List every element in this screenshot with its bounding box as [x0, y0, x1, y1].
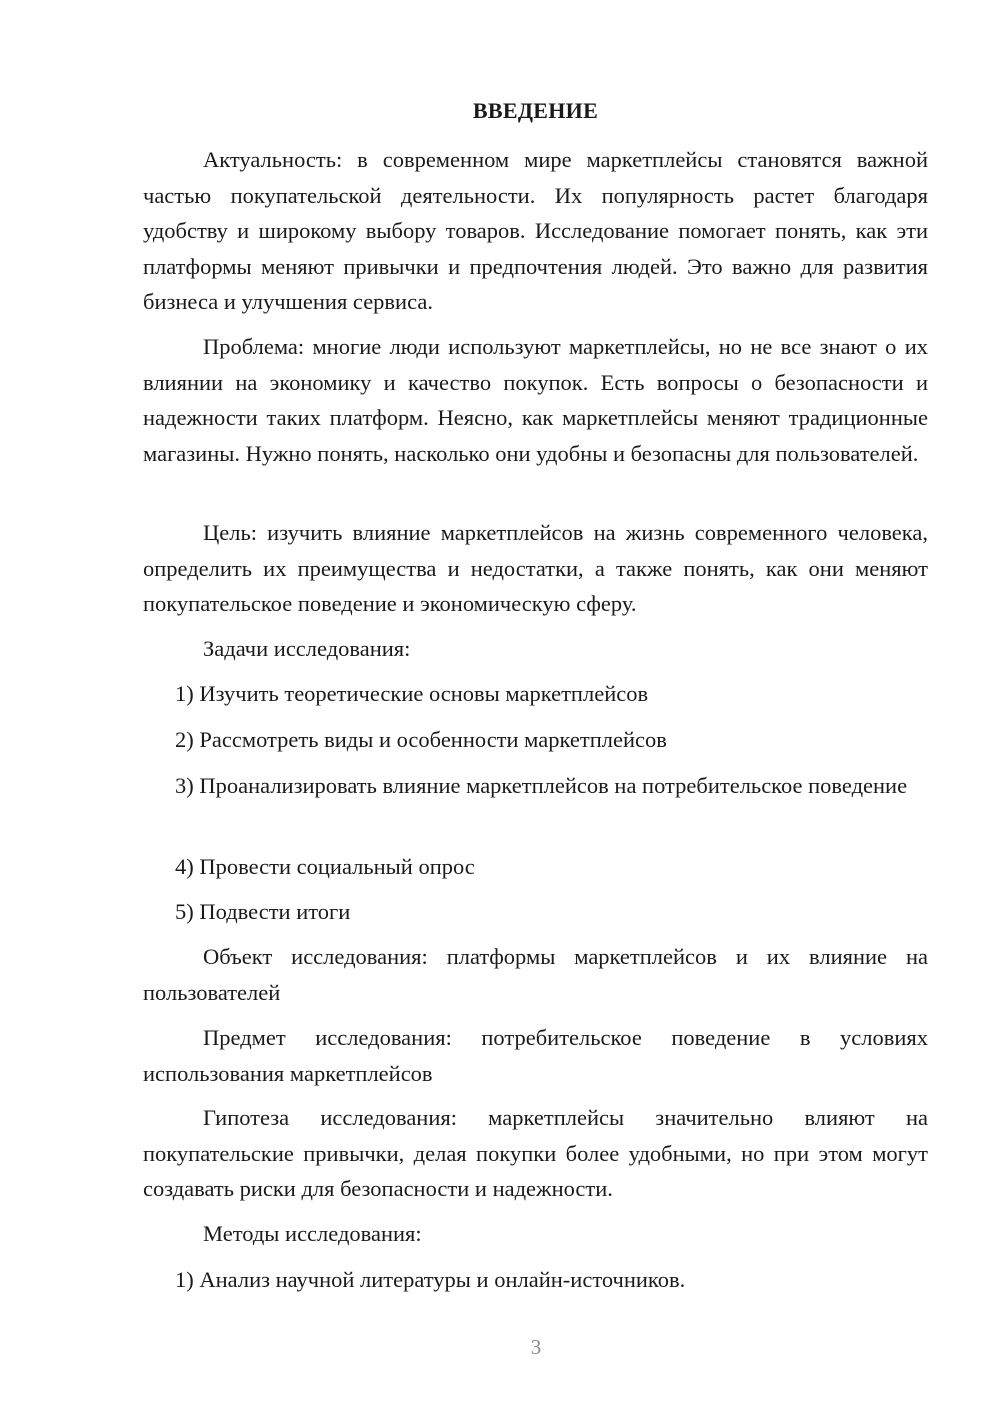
paragraph-relevance: Актуальность: в современном мире маркетплейсы становятся важной частью покупательской деятельности. Их популярность растет благодаря удобству и широкому выбору товаров. Исследование помогает понять, как эти платформы меняют привычки и предпочтения людей. Это важно для развития бизнеса и улучшения сервиса. — [143, 147, 928, 314]
list-item-task-2: 2) Рассмотреть виды и особенности маркетплейсов — [175, 727, 667, 752]
list-item-task-3: 3) Проанализировать влияние маркетплейсов на потребительское поведение — [175, 773, 908, 798]
list-item-task-4: 4) Провести социальный опрос — [175, 854, 475, 879]
paragraph-methods-heading: Методы исследования: — [203, 1221, 422, 1246]
paragraph-object: Объект исследования: платформы маркетплейсов и их влияние на пользователей — [143, 944, 928, 1005]
paragraph-hypothesis: Гипотеза исследования: маркетплейсы значительно влияют на покупательские привычки, делая покупки более удобными, но при этом могут создавать риски для безопасности и надежности. — [143, 1105, 928, 1201]
paragraph-problem: Проблема: многие люди используют маркетплейсы, но не все знают о их влиянии на экономику и качество покупок. Есть вопросы о безопасности и надежности таких платформ. Неясно, как маркетплейсы меняют традиционные магазины. Нужно понять, насколько они удобны и безопасны для пользователей. — [143, 334, 928, 466]
list-item-task-5: 5) Подвести итоги — [175, 899, 351, 924]
paragraph-tasks-heading: Задачи исследования: — [203, 636, 411, 661]
page-title: ВВЕДЕНИЕ — [472, 98, 599, 123]
page-number: 3 — [530, 1335, 542, 1359]
paragraph-subject: Предмет исследования: потребительское поведение в условиях использования маркетплейсов — [143, 1025, 928, 1086]
list-item-method-1: 1) Анализ научной литературы и онлайн-источников. — [175, 1267, 686, 1292]
paragraph-goal: Цель: изучить влияние маркетплейсов на жизнь современного человека, определить их преимущества и недостатки, а также понять, как они меняют покупательское поведение и экономическую сферу. — [143, 520, 928, 616]
list-item-task-1: 1) Изучить теоретические основы маркетплейсов — [175, 681, 649, 706]
